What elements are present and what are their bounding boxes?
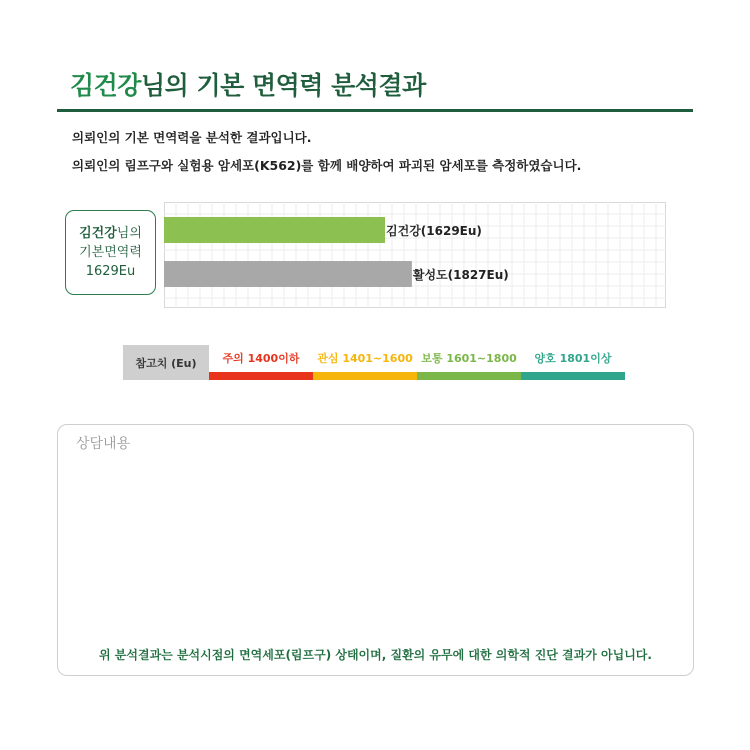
legend-label-good: 양호 1801이상 [534,352,612,365]
legend-item-interest [313,345,417,380]
legend-bar-normal [417,372,521,380]
score-box-name: 김건강 [79,226,117,241]
chart-data-label-2: 활성도(1827Eu) [412,268,509,282]
legend-label-interest: 관심 1401~1600 [317,352,413,365]
score-box-title [79,224,142,243]
score-box-suffix: 님의 [116,226,142,241]
title-suffix: 님의 기본 면역력 분석결과 [140,71,426,100]
chart-bar-1 [164,217,385,243]
title-divider [57,109,693,112]
chart-data-label-1: 김건강(1629Eu) [386,224,482,238]
chart-bar-2 [164,261,412,287]
legend-bar-interest [313,372,417,380]
legend-label-caution: 주의 1400이하 [222,352,300,365]
consultation-panel [57,424,694,676]
page-title [70,66,426,102]
title-client-name: 김건강 [70,71,141,100]
immunity-score-box [65,210,156,295]
description-line-2: 의뢰인의 림프구와 실험용 암세포(K562)를 함께 배양하여 파괴된 암세포를 측정하였습니다. [72,158,582,173]
consultation-title: 상담내용 [76,436,131,452]
legend-item-caution [209,345,313,380]
score-box-label: 기본면역력 [79,245,142,260]
consultation-disclaimer: 위 분석결과는 분석시점의 면역세포(림프구) 상태이며, 질환의 유무에 대한 의학적 진단 결과가 아닙니다. [99,648,652,662]
legend-reference-label: 참고치 (Eu) [123,345,209,380]
legend-bar-caution [209,372,313,380]
legend-item-normal [417,345,521,380]
score-box-value: 1629Eu [85,264,136,279]
legend-label-normal: 보통 1601~1800 [421,352,517,365]
description-line-1: 의뢰인의 기본 면역력을 분석한 결과입니다. [72,130,312,145]
reference-legend [123,345,627,380]
legend-bar-good [521,372,625,380]
immunity-bar-chart [164,202,666,308]
chart-svg [164,202,666,308]
legend-item-good [521,345,625,380]
